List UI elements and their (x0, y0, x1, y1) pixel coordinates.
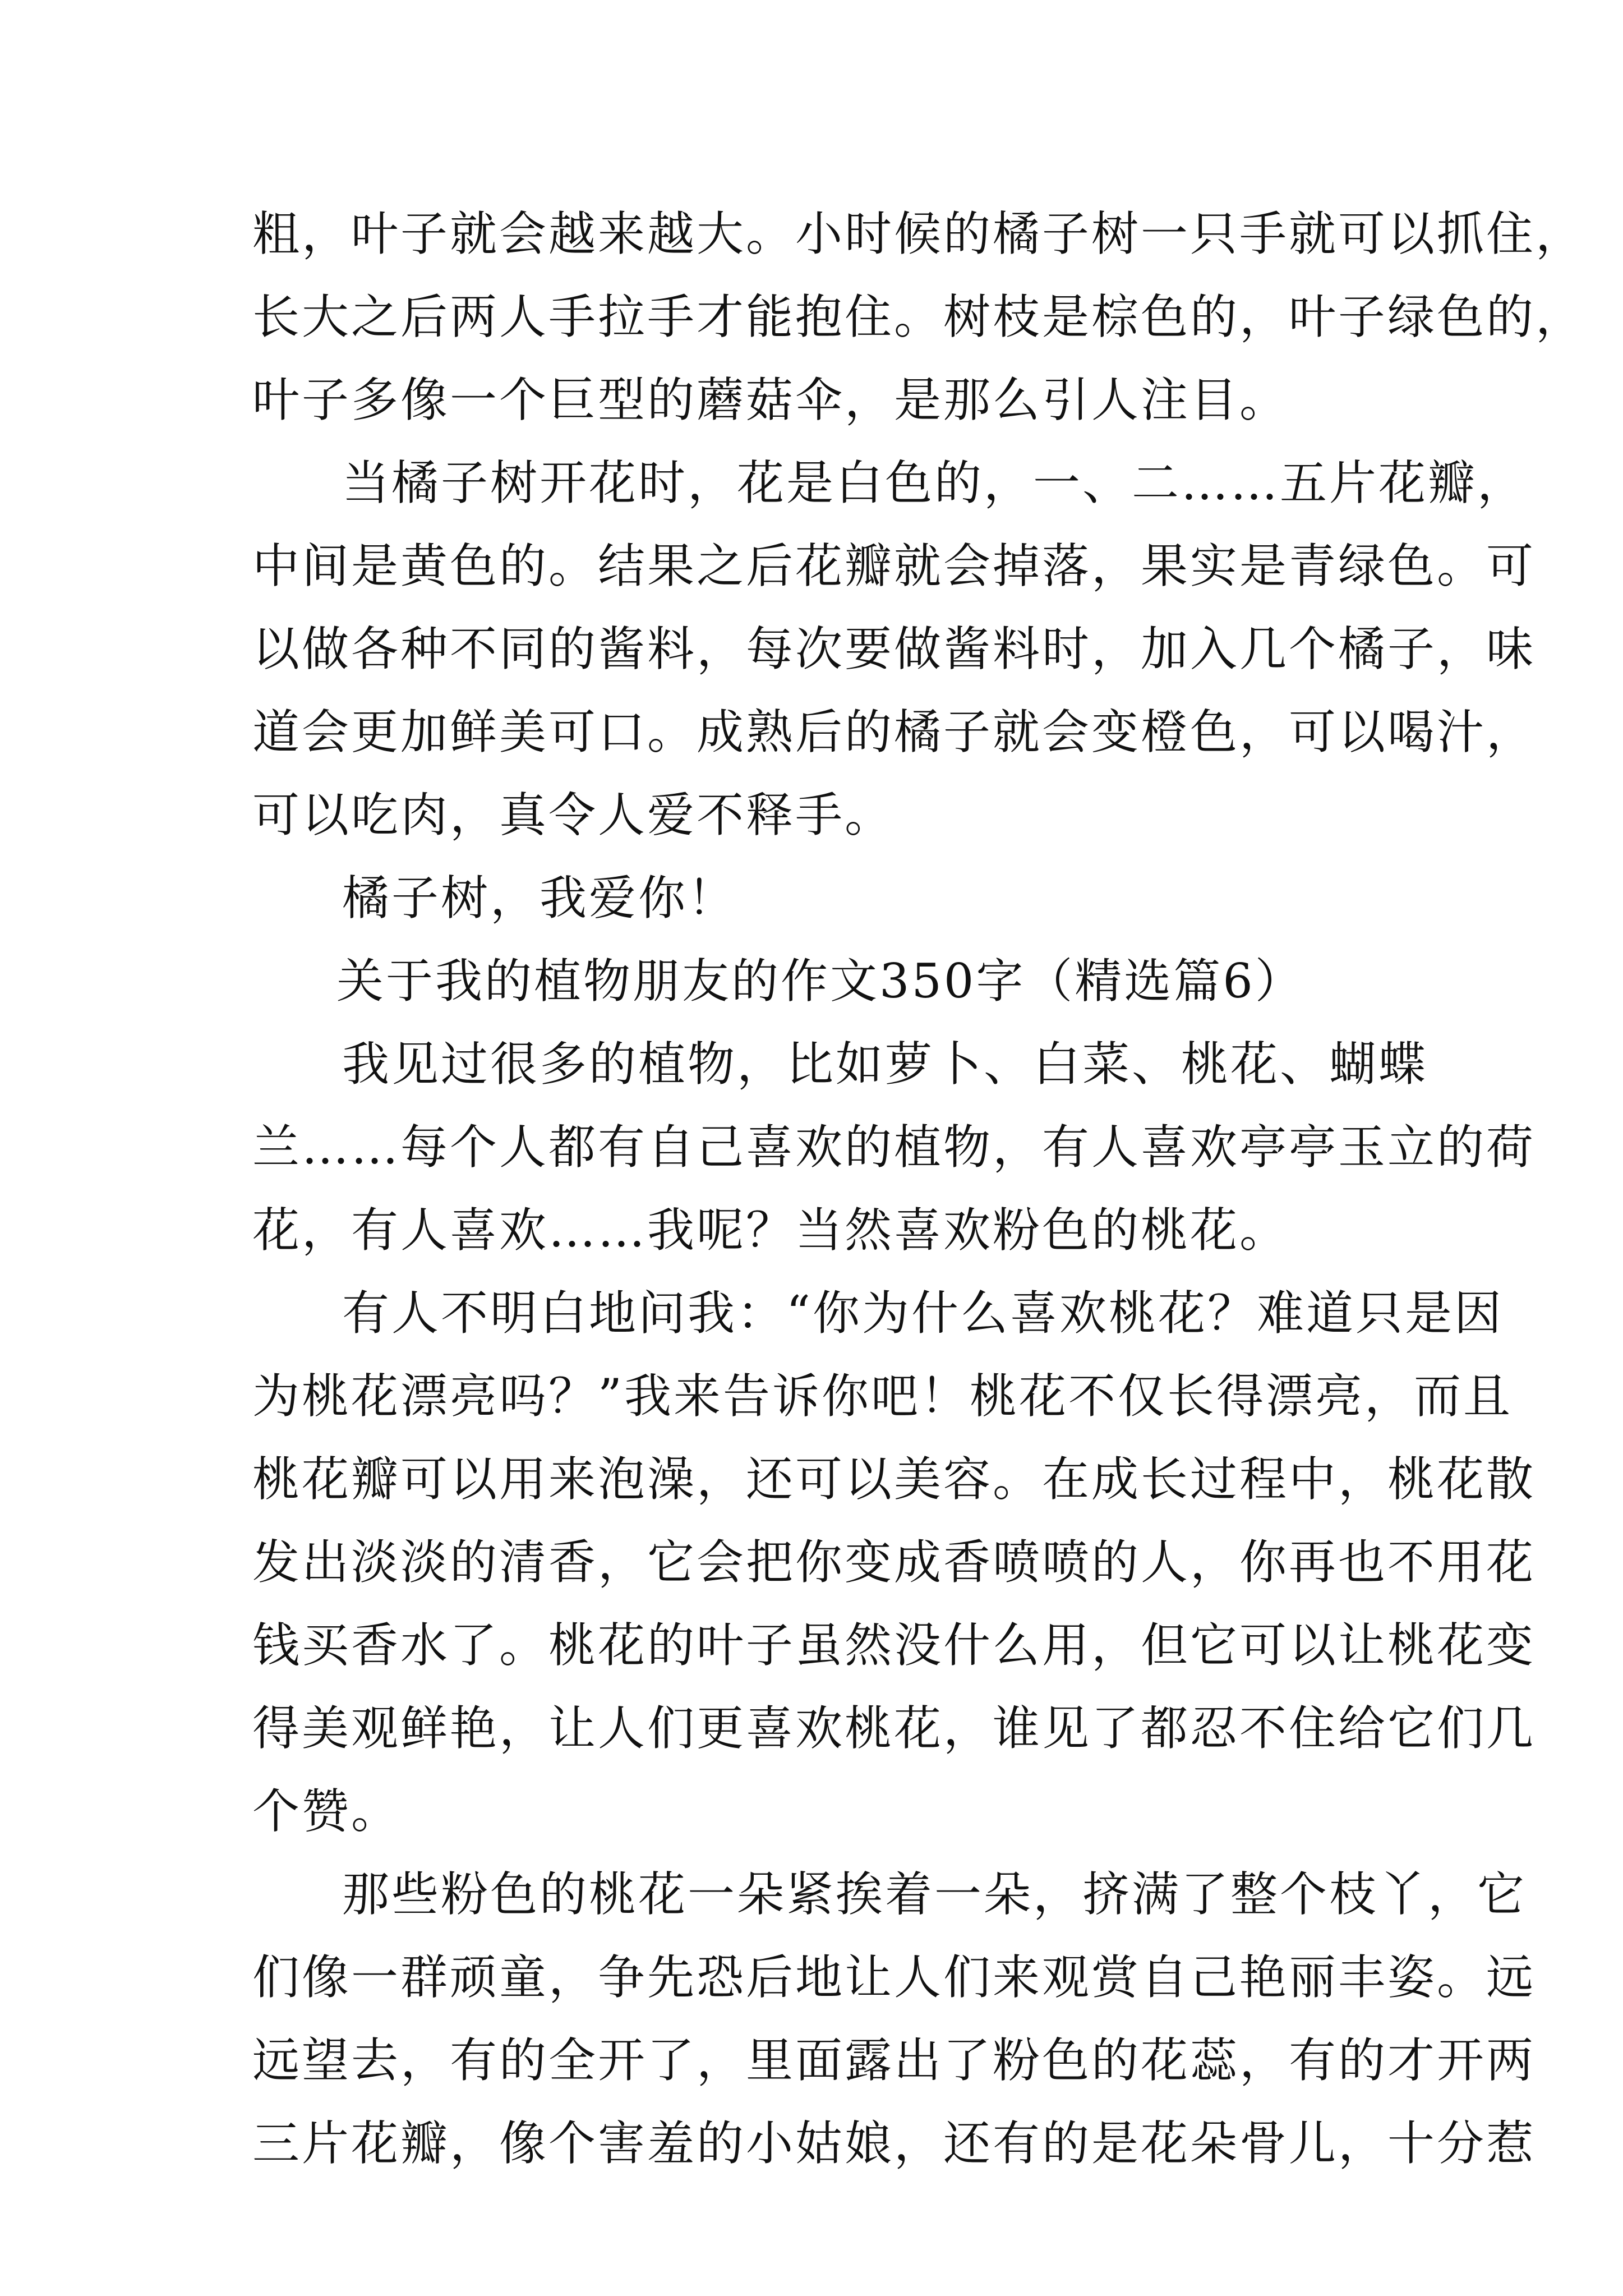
text-line: 兰……每个人都有自己喜欢的植物，有人喜欢亭亭玉立的荷 (252, 1120, 1536, 1175)
text-line: 钱买香水了。桃花的叶子虽然没什么用，但它可以让桃花变 (252, 1618, 1536, 1673)
text-line: 叶子多像一个巨型的蘑菇伞，是那么引人注目。 (252, 372, 1289, 427)
text-line: 远望去，有的全开了，里面露出了粉色的花蕊，有的才开两 (252, 2033, 1536, 2088)
text-line: 为桃花漂亮吗？”我来告诉你吧！桃花不仅长得漂亮，而且 (252, 1369, 1513, 1424)
text-line: 花，有人喜欢……我呢？当然喜欢粉色的桃花。 (252, 1203, 1289, 1258)
paragraph-first-line: 那些粉色的桃花一朵紧挨着一朵，挤满了整个枝丫，它 (342, 1867, 1527, 1922)
paragraph-first-line: 当橘子树开花时，花是白色的，一、二……五片花瓣， (342, 455, 1527, 510)
section-heading: 关于我的植物朋友的作文350字（精选篇6） (336, 954, 1304, 1009)
paragraph-first-line: 我见过很多的植物，比如萝卜、白菜、桃花、蝴蝶 (342, 1037, 1428, 1092)
text-line: 道会更加鲜美可口。成熟后的橘子就会变橙色，可以喝汁， (252, 705, 1536, 760)
text-line: 发出淡淡的清香，它会把你变成香喷喷的人，你再也不用花 (252, 1535, 1536, 1590)
paragraph-first-line: 有人不明白地问我：“你为什么喜欢桃花？难道只是因 (342, 1286, 1504, 1341)
text-line: 得美观鲜艳，让人们更喜欢桃花，谁见了都忍不住给它们几 (252, 1701, 1536, 1756)
text-line: 长大之后两人手拉手才能抱住。树枝是棕色的，叶子绿色的， (252, 289, 1585, 344)
paragraph-first-line: 橘子树，我爱你！ (342, 871, 737, 926)
text-line: 个赞。 (252, 1784, 401, 1839)
text-line: 桃花瓣可以用来泡澡，还可以美容。在成长过程中，桃花散 (252, 1452, 1536, 1507)
text-line: 粗，叶子就会越来越大。小时候的橘子树一只手就可以抓住， (252, 206, 1585, 261)
text-line: 们像一群顽童，争先恐后地让人们来观赏自己艳丽丰姿。远 (252, 1950, 1536, 2005)
text-line: 以做各种不同的酱料，每次要做酱料时，加入几个橘子，味 (252, 622, 1536, 677)
text-line: 可以吃肉，真令人爱不释手。 (252, 788, 895, 843)
text-line: 三片花瓣，像个害羞的小姑娘，还有的是花朵骨儿，十分惹 (252, 2116, 1536, 2171)
text-line: 中间是黄色的。结果之后花瓣就会掉落，果实是青绿色。可 (252, 539, 1536, 593)
